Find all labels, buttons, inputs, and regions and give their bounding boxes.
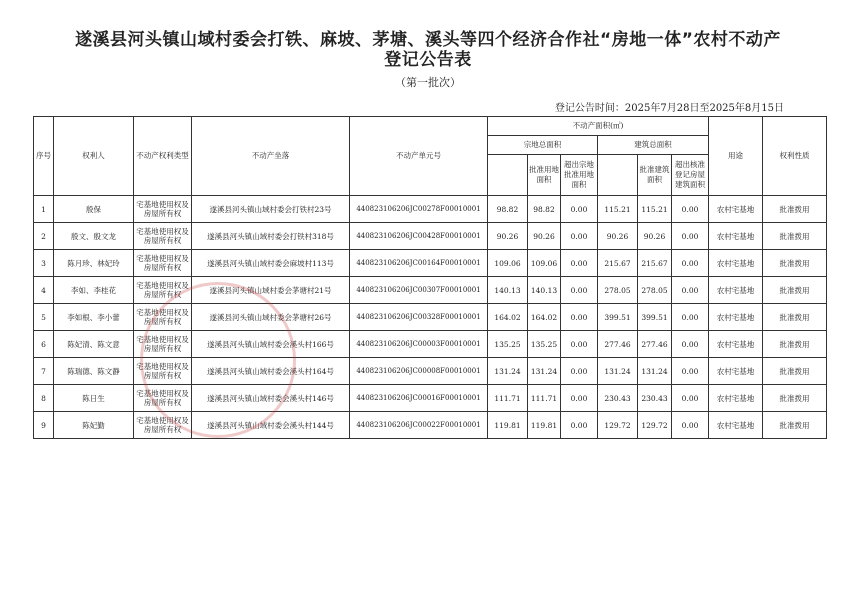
cell-owner: 殷文、殷文龙 xyxy=(54,223,134,250)
cell-build-approved: 277.46 xyxy=(638,331,672,358)
header-land-approved: 批准用地面积 xyxy=(528,155,561,196)
cell-unit-no: 440823106206JC00003F00010001 xyxy=(350,331,488,358)
cell-nature: 批准拨用 xyxy=(763,412,827,439)
cell-build-approved: 90.26 xyxy=(638,223,672,250)
cell-seq: 8 xyxy=(34,385,54,412)
cell-land-excess: 0.00 xyxy=(561,304,598,331)
cell-seq: 6 xyxy=(34,331,54,358)
cell-land-excess: 0.00 xyxy=(561,223,598,250)
cell-build-approved: 129.72 xyxy=(638,412,672,439)
cell-nature: 批准拨用 xyxy=(763,304,827,331)
cell-build-total: 278.05 xyxy=(598,277,638,304)
header-owner: 权利人 xyxy=(54,117,134,196)
cell-nature: 批准拨用 xyxy=(763,250,827,277)
cell-build-total: 215.67 xyxy=(598,250,638,277)
cell-build-excess: 0.00 xyxy=(672,358,709,385)
cell-build-total: 90.26 xyxy=(598,223,638,250)
title-line-2: 登记公告表 xyxy=(384,50,472,70)
cell-right-type: 宅基地使用权及房屋所有权 xyxy=(134,277,192,304)
cell-location: 遂溪县河头镇山域村委会麻坡村113号 xyxy=(192,250,350,277)
cell-owner: 陈瑞德、陈文静 xyxy=(54,358,134,385)
cell-owner: 陈日生 xyxy=(54,385,134,412)
header-nature: 权利性质 xyxy=(763,117,827,196)
cell-location: 遂溪县河头镇山域村委会茅塘村26号 xyxy=(192,304,350,331)
cell-seq: 1 xyxy=(34,196,54,223)
cell-land-total: 131.24 xyxy=(488,358,528,385)
cell-usage: 农村宅基地 xyxy=(709,331,763,358)
cell-unit-no: 440823106206JC00278F00010001 xyxy=(350,196,488,223)
cell-nature: 批准拨用 xyxy=(763,331,827,358)
header-area-group: 不动产面积(㎡) xyxy=(488,117,709,136)
cell-usage: 农村宅基地 xyxy=(709,304,763,331)
header-seq: 序号 xyxy=(34,117,54,196)
title-line-1: 遂溪县河头镇山域村委会打铁、麻坡、茅塘、溪头等四个经济合作社“房地一体”农村不动产 xyxy=(75,30,781,50)
document-title xyxy=(0,30,856,70)
cell-land-excess: 0.00 xyxy=(561,412,598,439)
cell-land-excess: 0.00 xyxy=(561,331,598,358)
cell-build-excess: 0.00 xyxy=(672,304,709,331)
header-right-type: 不动产权利类型 xyxy=(134,117,192,196)
table-row xyxy=(34,250,827,277)
cell-right-type: 宅基地使用权及房屋所有权 xyxy=(134,358,192,385)
cell-usage: 农村宅基地 xyxy=(709,250,763,277)
cell-nature: 批准拨用 xyxy=(763,358,827,385)
cell-usage: 农村宅基地 xyxy=(709,385,763,412)
cell-nature: 批准拨用 xyxy=(763,277,827,304)
cell-location: 遂溪县河头镇山域村委会溪头村146号 xyxy=(192,385,350,412)
table-row xyxy=(34,385,827,412)
cell-build-approved: 278.05 xyxy=(638,277,672,304)
cell-land-total: 90.26 xyxy=(488,223,528,250)
cell-build-excess: 0.00 xyxy=(672,250,709,277)
cell-land-approved: 109.06 xyxy=(528,250,561,277)
cell-seq: 5 xyxy=(34,304,54,331)
header-build-approved: 批准建筑面积 xyxy=(638,155,672,196)
cell-location: 遂溪县河头镇山域村委会打铁村23号 xyxy=(192,196,350,223)
cell-right-type: 宅基地使用权及房屋所有权 xyxy=(134,412,192,439)
cell-land-total: 164.02 xyxy=(488,304,528,331)
cell-build-total: 129.72 xyxy=(598,412,638,439)
cell-right-type: 宅基地使用权及房屋所有权 xyxy=(134,250,192,277)
cell-build-total: 230.43 xyxy=(598,385,638,412)
header-build-total-blank xyxy=(598,155,638,196)
cell-usage: 农村宅基地 xyxy=(709,412,763,439)
cell-land-excess: 0.00 xyxy=(561,358,598,385)
cell-land-total: 111.71 xyxy=(488,385,528,412)
cell-build-approved: 399.51 xyxy=(638,304,672,331)
cell-unit-no: 440823106206JC00164F00010001 xyxy=(350,250,488,277)
announcement-period: 登记公告时间：2025年7月28日至2025年8月15日 xyxy=(554,103,784,114)
cell-right-type: 宅基地使用权及房屋所有权 xyxy=(134,223,192,250)
cell-land-excess: 0.00 xyxy=(561,277,598,304)
table-body xyxy=(34,196,827,439)
table-row xyxy=(34,277,827,304)
cell-location: 遂溪县河头镇山域村委会溪头村166号 xyxy=(192,331,350,358)
table-row xyxy=(34,196,827,223)
cell-location: 遂溪县河头镇山域村委会溪头村164号 xyxy=(192,358,350,385)
header-land-total-blank xyxy=(488,155,528,196)
cell-build-excess: 0.00 xyxy=(672,412,709,439)
cell-land-approved: 164.02 xyxy=(528,304,561,331)
cell-land-approved: 98.82 xyxy=(528,196,561,223)
header-unit-no: 不动产单元号 xyxy=(350,117,488,196)
header-location: 不动产坐落 xyxy=(192,117,350,196)
table-row xyxy=(34,412,827,439)
table-row xyxy=(34,304,827,331)
cell-land-excess: 0.00 xyxy=(561,385,598,412)
cell-land-approved: 135.25 xyxy=(528,331,561,358)
cell-seq: 2 xyxy=(34,223,54,250)
cell-build-total: 131.24 xyxy=(598,358,638,385)
cell-unit-no: 440823106206JC00022F00010001 xyxy=(350,412,488,439)
cell-build-excess: 0.00 xyxy=(672,223,709,250)
cell-seq: 7 xyxy=(34,358,54,385)
cell-usage: 农村宅基地 xyxy=(709,358,763,385)
cell-seq: 4 xyxy=(34,277,54,304)
cell-right-type: 宅基地使用权及房屋所有权 xyxy=(134,304,192,331)
cell-build-approved: 230.43 xyxy=(638,385,672,412)
batch-subtitle: （第一批次） xyxy=(395,76,461,89)
cell-land-total: 135.25 xyxy=(488,331,528,358)
cell-build-excess: 0.00 xyxy=(672,331,709,358)
table-row xyxy=(34,331,827,358)
cell-build-approved: 131.24 xyxy=(638,358,672,385)
cell-land-total: 98.82 xyxy=(488,196,528,223)
cell-right-type: 宅基地使用权及房屋所有权 xyxy=(134,331,192,358)
cell-build-excess: 0.00 xyxy=(672,385,709,412)
cell-build-approved: 215.67 xyxy=(638,250,672,277)
cell-seq: 9 xyxy=(34,412,54,439)
cell-land-excess: 0.00 xyxy=(561,250,598,277)
cell-build-excess: 0.00 xyxy=(672,196,709,223)
table-row xyxy=(34,223,827,250)
cell-owner: 李如、李桂花 xyxy=(54,277,134,304)
cell-unit-no: 440823106206JC00428F00010001 xyxy=(350,223,488,250)
cell-nature: 批准拨用 xyxy=(763,223,827,250)
cell-unit-no: 440823106206JC00307F00010001 xyxy=(350,277,488,304)
cell-usage: 农村宅基地 xyxy=(709,223,763,250)
table-row xyxy=(34,358,827,385)
cell-land-approved: 90.26 xyxy=(528,223,561,250)
cell-land-excess: 0.00 xyxy=(561,196,598,223)
cell-land-approved: 140.13 xyxy=(528,277,561,304)
cell-unit-no: 440823106206JC00008F00010001 xyxy=(350,358,488,385)
cell-owner: 殷保 xyxy=(54,196,134,223)
cell-right-type: 宅基地使用权及房屋所有权 xyxy=(134,385,192,412)
header-land-excess: 超出宗地批准用地面积 xyxy=(561,155,598,196)
header-usage: 用途 xyxy=(709,117,763,196)
cell-owner: 陈月珍、林妃玲 xyxy=(54,250,134,277)
cell-usage: 农村宅基地 xyxy=(709,196,763,223)
cell-build-total: 277.46 xyxy=(598,331,638,358)
cell-location: 遂溪县河头镇山域村委会茅塘村21号 xyxy=(192,277,350,304)
cell-location: 遂溪县河头镇山域村委会打铁村318号 xyxy=(192,223,350,250)
cell-land-total: 119.81 xyxy=(488,412,528,439)
cell-nature: 批准拨用 xyxy=(763,196,827,223)
cell-unit-no: 440823106206JC00328F00010001 xyxy=(350,304,488,331)
header-land-total-area: 宗地总面积 xyxy=(488,136,598,155)
cell-build-excess: 0.00 xyxy=(672,277,709,304)
cell-unit-no: 440823106206JC00016F00010001 xyxy=(350,385,488,412)
cell-land-approved: 131.24 xyxy=(528,358,561,385)
cell-right-type: 宅基地使用权及房屋所有权 xyxy=(134,196,192,223)
header-build-excess: 超出核准登记房屋建筑面积 xyxy=(672,155,709,196)
cell-usage: 农村宅基地 xyxy=(709,277,763,304)
cell-nature: 批准拨用 xyxy=(763,385,827,412)
cell-land-total: 140.13 xyxy=(488,277,528,304)
cell-build-total: 115.21 xyxy=(598,196,638,223)
cell-build-approved: 115.21 xyxy=(638,196,672,223)
cell-owner: 陈妃勤 xyxy=(54,412,134,439)
cell-owner: 李如根、李小蕾 xyxy=(54,304,134,331)
header-building-total-area: 建筑总面积 xyxy=(598,136,709,155)
cell-owner: 陈妃清、陈文意 xyxy=(54,331,134,358)
cell-build-total: 399.51 xyxy=(598,304,638,331)
cell-land-approved: 111.71 xyxy=(528,385,561,412)
cell-land-total: 109.06 xyxy=(488,250,528,277)
registration-table xyxy=(33,116,827,439)
cell-land-approved: 119.81 xyxy=(528,412,561,439)
cell-seq: 3 xyxy=(34,250,54,277)
cell-location: 遂溪县河头镇山域村委会溪头村144号 xyxy=(192,412,350,439)
